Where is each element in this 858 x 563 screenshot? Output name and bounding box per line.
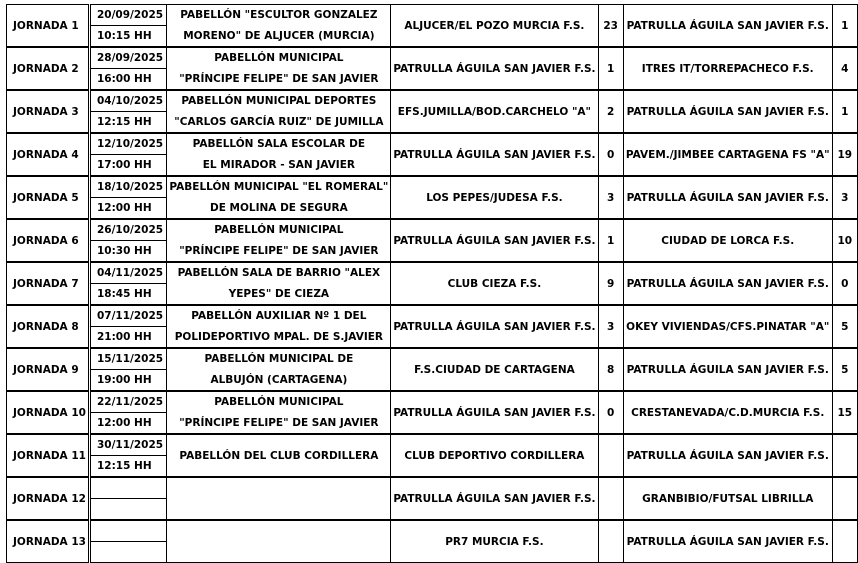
jornada-label: JORNADA 13 <box>7 521 90 563</box>
fixture-row <box>7 91 858 112</box>
jornada-label: JORNADA 8 <box>7 306 90 348</box>
away-score: 3 <box>832 177 857 219</box>
match-time <box>89 499 166 520</box>
away-score <box>832 478 857 520</box>
away-team: PATRULLA ÁGUILA SAN JAVIER F.S. <box>623 263 832 305</box>
fixture-row <box>7 349 858 370</box>
home-score: 2 <box>598 91 623 133</box>
match-time: 18:45 HH <box>89 284 166 305</box>
match-date: 04/11/2025 <box>89 263 166 284</box>
fixture-row <box>7 306 858 327</box>
match-date: 30/11/2025 <box>89 435 166 456</box>
venue-line-1: PABELLÓN MUNICIPAL "EL ROMERAL" <box>167 177 391 198</box>
jornada-label: JORNADA 6 <box>7 220 90 262</box>
venue-line-1: PABELLÓN MUNICIPAL <box>167 220 391 241</box>
match-time: 12:15 HH <box>89 456 166 477</box>
home-score: 3 <box>598 306 623 348</box>
venue-line-2: "PRÍNCIPE FELIPE" DE SAN JAVIER <box>167 69 391 90</box>
match-date <box>89 478 166 499</box>
venue-line-1: PABELLÓN SALA ESCOLAR DE <box>167 134 391 155</box>
venue-line-1 <box>167 521 391 563</box>
fixture-row <box>7 392 858 413</box>
fixture-row <box>7 263 858 284</box>
match-date: 15/11/2025 <box>89 349 166 370</box>
match-time: 21:00 HH <box>89 327 166 348</box>
venue-line-2: "CARLOS GARCÍA RUIZ" DE JUMILLA <box>167 112 391 133</box>
away-team: CIUDAD DE LORCA F.S. <box>623 220 832 262</box>
home-team: LOS PEPES/JUDESA F.S. <box>391 177 598 219</box>
venue-line-2: "PRÍNCIPE FELIPE" DE SAN JAVIER <box>167 413 391 434</box>
venue-line-1: PABELLÓN MUNICIPAL <box>167 392 391 413</box>
match-time: 10:30 HH <box>89 241 166 262</box>
home-team: ALJUCER/EL POZO MURCIA F.S. <box>391 5 598 47</box>
home-score: 1 <box>598 48 623 90</box>
home-team: PATRULLA ÁGUILA SAN JAVIER F.S. <box>391 306 598 348</box>
away-score: 5 <box>832 349 857 391</box>
away-score: 0 <box>832 263 857 305</box>
home-team: PATRULLA ÁGUILA SAN JAVIER F.S. <box>391 392 598 434</box>
home-score: 0 <box>598 134 623 176</box>
home-team: PATRULLA ÁGUILA SAN JAVIER F.S. <box>391 478 598 520</box>
venue-line-1: PABELLÓN AUXILIAR Nº 1 DEL <box>167 306 391 327</box>
match-date: 20/09/2025 <box>89 5 166 26</box>
venue-line-2: POLIDEPORTIVO MPAL. DE S.JAVIER <box>167 327 391 348</box>
away-team: PAVEM./JIMBEE CARTAGENA FS "A" <box>623 134 832 176</box>
home-team: F.S.CIUDAD DE CARTAGENA <box>391 349 598 391</box>
jornada-label: JORNADA 11 <box>7 435 90 477</box>
home-score <box>598 435 623 477</box>
match-time: 16:00 HH <box>89 69 166 90</box>
match-time: 12:15 HH <box>89 112 166 133</box>
fixtures-sheet <box>6 4 858 563</box>
match-time: 10:15 HH <box>89 26 166 47</box>
away-team: CRESTANEVADA/C.D.MURCIA F.S. <box>623 392 832 434</box>
jornada-label: JORNADA 9 <box>7 349 90 391</box>
away-team: PATRULLA ÁGUILA SAN JAVIER F.S. <box>623 435 832 477</box>
jornada-label: JORNADA 7 <box>7 263 90 305</box>
match-date <box>89 521 166 542</box>
match-date: 26/10/2025 <box>89 220 166 241</box>
fixture-row <box>7 5 858 26</box>
home-score <box>598 478 623 520</box>
venue-line-2: MORENO" DE ALJUCER (MURCIA) <box>167 26 391 47</box>
away-score: 19 <box>832 134 857 176</box>
home-team: CLUB CIEZA F.S. <box>391 263 598 305</box>
match-date: 07/11/2025 <box>89 306 166 327</box>
fixture-row <box>7 435 858 456</box>
away-score: 4 <box>832 48 857 90</box>
match-date: 04/10/2025 <box>89 91 166 112</box>
fixture-row <box>7 521 858 542</box>
away-team: ITRES IT/TORREPACHECO F.S. <box>623 48 832 90</box>
away-team: PATRULLA ÁGUILA SAN JAVIER F.S. <box>623 349 832 391</box>
venue-line-1 <box>167 478 391 520</box>
jornada-label: JORNADA 1 <box>7 5 90 47</box>
fixture-row <box>7 134 858 155</box>
fixture-row <box>7 177 858 198</box>
venue-line-1: PABELLÓN "ESCULTOR GONZALEZ <box>167 5 391 26</box>
match-time: 19:00 HH <box>89 370 166 391</box>
jornada-label: JORNADA 2 <box>7 48 90 90</box>
venue-line-2: ALBUJÓN (CARTAGENA) <box>167 370 391 391</box>
fixture-row <box>7 48 858 69</box>
jornada-label: JORNADA 10 <box>7 392 90 434</box>
match-time: 12:00 HH <box>89 413 166 434</box>
away-team: PATRULLA ÁGUILA SAN JAVIER F.S. <box>623 91 832 133</box>
venue-line-2: "PRÍNCIPE FELIPE" DE SAN JAVIER <box>167 241 391 262</box>
away-score: 1 <box>832 5 857 47</box>
match-time: 17:00 HH <box>89 155 166 176</box>
away-team: PATRULLA ÁGUILA SAN JAVIER F.S. <box>623 177 832 219</box>
home-team: EFS.JUMILLA/BOD.CARCHELO "A" <box>391 91 598 133</box>
away-team: PATRULLA ÁGUILA SAN JAVIER F.S. <box>623 5 832 47</box>
match-date: 12/10/2025 <box>89 134 166 155</box>
away-score <box>832 435 857 477</box>
away-score: 15 <box>832 392 857 434</box>
away-score: 1 <box>832 91 857 133</box>
home-score: 1 <box>598 220 623 262</box>
venue-line-1: PABELLÓN MUNICIPAL DEPORTES <box>167 91 391 112</box>
away-team: OKEY VIVIENDAS/CFS.PINATAR "A" <box>623 306 832 348</box>
away-score: 10 <box>832 220 857 262</box>
home-team: CLUB DEPORTIVO CORDILLERA <box>391 435 598 477</box>
home-team: PR7 MURCIA F.S. <box>391 521 598 563</box>
match-date: 28/09/2025 <box>89 48 166 69</box>
away-team: PATRULLA ÁGUILA SAN JAVIER F.S. <box>623 521 832 563</box>
match-date: 18/10/2025 <box>89 177 166 198</box>
match-time <box>89 542 166 563</box>
fixture-row <box>7 220 858 241</box>
venue-line-1: PABELLÓN DEL CLUB CORDILLERA <box>167 435 391 477</box>
home-score: 3 <box>598 177 623 219</box>
home-team: PATRULLA ÁGUILA SAN JAVIER F.S. <box>391 134 598 176</box>
fixtures-body <box>7 5 858 563</box>
away-score: 5 <box>832 306 857 348</box>
jornada-label: JORNADA 4 <box>7 134 90 176</box>
fixtures-table <box>6 4 858 563</box>
jornada-label: JORNADA 5 <box>7 177 90 219</box>
venue-line-2: YEPES" DE CIEZA <box>167 284 391 305</box>
home-score <box>598 521 623 563</box>
jornada-label: JORNADA 12 <box>7 478 90 520</box>
match-date: 22/11/2025 <box>89 392 166 413</box>
venue-line-1: PABELLÓN MUNICIPAL DE <box>167 349 391 370</box>
home-score: 9 <box>598 263 623 305</box>
match-time: 12:00 HH <box>89 198 166 219</box>
jornada-label: JORNADA 3 <box>7 91 90 133</box>
venue-line-2: EL MIRADOR - SAN JAVIER <box>167 155 391 176</box>
venue-line-2: DE MOLINA DE SEGURA <box>167 198 391 219</box>
home-score: 0 <box>598 392 623 434</box>
home-score: 23 <box>598 5 623 47</box>
venue-line-1: PABELLÓN MUNICIPAL <box>167 48 391 69</box>
home-team: PATRULLA ÁGUILA SAN JAVIER F.S. <box>391 48 598 90</box>
home-score: 8 <box>598 349 623 391</box>
fixture-row <box>7 478 858 499</box>
home-team: PATRULLA ÁGUILA SAN JAVIER F.S. <box>391 220 598 262</box>
away-team: GRANBIBIO/FUTSAL LIBRILLA <box>623 478 832 520</box>
venue-line-1: PABELLÓN SALA DE BARRIO "ALEX <box>167 263 391 284</box>
away-score <box>832 521 857 563</box>
